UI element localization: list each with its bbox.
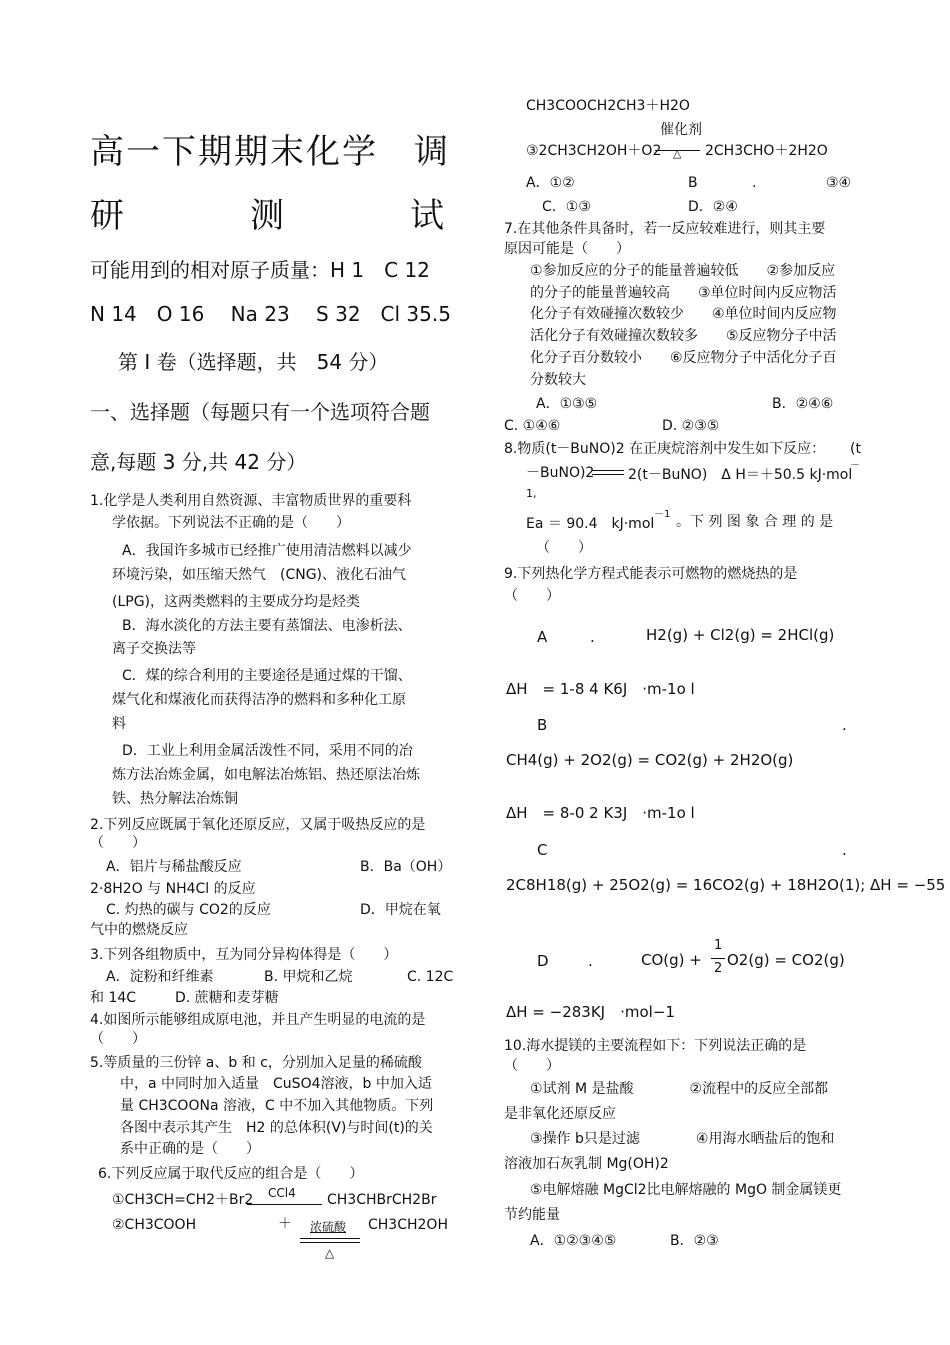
q6-option-b-value: ③④ bbox=[826, 175, 852, 191]
q10-item-line3: ③操作 b只是过滤 ④用海水晒盐后的饱和 bbox=[530, 1131, 835, 1147]
title-char-yan: 研 bbox=[90, 196, 126, 236]
q3-option-d: D. 蔗糖和麦芽糖 bbox=[175, 990, 279, 1006]
q6-reaction2-product: CH3COOCH2CH3＋H2O bbox=[526, 98, 690, 114]
atomic-masses-line1: 可能用到的相对原子质量：H 1 C 12 bbox=[90, 258, 430, 282]
q9-option-a: A bbox=[537, 628, 548, 646]
q5-stem-cont3: 各图中表示其产生 H2 的总体积(V)与时间(t)的关 bbox=[120, 1120, 433, 1136]
q5-stem: 5.等质量的三份锌 a、b 和 c，分别加入足量的稀硫酸 bbox=[90, 1055, 422, 1071]
fraction-bar bbox=[711, 958, 725, 959]
q1-option-c-cont: 煤气化和煤液化而获得洁净的燃料和多种化工原 bbox=[112, 692, 406, 708]
q3-option-b: B. 甲烷和乙烷 bbox=[264, 969, 353, 985]
q6-reaction3-catalyst: 催化剂 bbox=[660, 122, 702, 138]
q8-ea: Ea ＝ 90.4 kJ·mol bbox=[526, 516, 655, 532]
q8-stem-end: (t bbox=[850, 441, 861, 457]
q1-option-b: B．海水淡化的方法主要有蒸馏法、电渗析法、 bbox=[122, 618, 412, 634]
q10-item-line6: 节约能量 bbox=[504, 1207, 560, 1223]
q1-option-c: C．煤的综合利用的主要途径是通过煤的干馏、 bbox=[122, 668, 412, 684]
q2-option-a: A．铝片与稀盐酸反应 bbox=[106, 859, 242, 875]
q9-option-d-equation-right: O2(g) = CO2(g) bbox=[727, 951, 845, 969]
equilibrium-arrow-top bbox=[300, 1238, 360, 1239]
q6-reaction2-catalyst: 浓硫酸 bbox=[310, 1220, 347, 1234]
q10-paren: （ ） bbox=[504, 1058, 560, 1074]
q10-item-line5: ⑤电解熔融 MgCl2比电解熔融的 MgO 制金属镁更 bbox=[530, 1182, 842, 1198]
q6-reaction2-plus: ＋ bbox=[278, 1216, 292, 1232]
q2-option-c: C. 灼热的碳与 CO2的反应 bbox=[106, 902, 271, 918]
q3-option-c-cont: 和 14C bbox=[90, 990, 137, 1006]
q1-option-b-cont: 离子交换法等 bbox=[112, 641, 196, 657]
q2-stem: 2.下列反应既属于氧化还原反应，又属于吸热反应的是 bbox=[90, 817, 426, 833]
heat-triangle-icon: △ bbox=[673, 147, 682, 160]
q6-reaction2-left: ②CH3COOH bbox=[112, 1217, 197, 1233]
q2-option-b-cont: 2·8H2O 与 NH4Cl 的反应 bbox=[90, 881, 256, 897]
volume-heading: 第 I 卷（选择题，共 54 分） bbox=[118, 350, 389, 374]
q8-exponent: 1, bbox=[526, 487, 537, 500]
q6-reaction3-left: ③2CH3CH2OH＋O2 bbox=[526, 143, 662, 159]
q4-paren: （ ） bbox=[90, 1031, 146, 1047]
section-heading-cont: 意,每题 3 分,共 42 分） bbox=[90, 450, 307, 474]
fraction-numerator: 1 bbox=[714, 938, 723, 953]
q1-stem-cont: 学依据。下列说法不正确的是（ ） bbox=[112, 515, 350, 531]
q2-option-b: B．Ba（OH） bbox=[360, 859, 452, 875]
q6-option-c: C．①③ bbox=[542, 199, 591, 215]
q9-option-d: D bbox=[537, 952, 549, 970]
q9-option-b-enthalpy: ΔH = 8-0 2 K3J ·m-1o l bbox=[506, 804, 695, 822]
q7-option-d: D. ②③⑤ bbox=[662, 418, 720, 434]
q5-stem-cont4: 系中正确的是（ ） bbox=[120, 1141, 260, 1157]
q7-item-line6: 分数较大 bbox=[530, 372, 586, 388]
q8-superscript: － bbox=[850, 460, 860, 471]
q7-option-b: B．②④⑥ bbox=[772, 396, 834, 412]
q9-option-d-equation-left: CO(g) + bbox=[641, 951, 702, 969]
q8-ea-exponent: －1 bbox=[654, 509, 671, 520]
q7-item-line4: 活化分子有效碰撞次数较多 ⑤反应物分子中活 bbox=[530, 328, 837, 344]
q9-stem: 9.下列热化学方程式能表示可燃物的燃烧热的是 bbox=[504, 566, 798, 582]
q1-option-a-cont: 环境污染，如压缩天然气 (CNG)、液化石油气 bbox=[112, 567, 407, 583]
q7-item-line5: 化分子百分数较小 ⑥反应物分子中活化分子百 bbox=[530, 350, 837, 366]
title-char-ce: 测 bbox=[250, 196, 286, 236]
q9-paren: （ ） bbox=[504, 588, 560, 604]
q6-option-a: A．①② bbox=[526, 175, 575, 191]
q5-stem-cont2: 量 CH3COONa 溶液，C 中不加入其他物质。下列 bbox=[120, 1098, 434, 1114]
q1-option-d-cont2: 铁、热分解法冶炼铜 bbox=[112, 791, 238, 807]
q10-option-b: B．②③ bbox=[670, 1233, 719, 1249]
q9-option-a-dot: . bbox=[590, 628, 595, 646]
q7-stem: 7.在其他条件具备时，若一反应较难进行，则其主要 bbox=[504, 221, 826, 237]
reaction-arrow bbox=[247, 1204, 322, 1205]
q9-option-a-enthalpy: ΔH = 1-8 4 K6J ·m-1o l bbox=[506, 680, 695, 698]
q10-option-a: A．①②③④⑤ bbox=[530, 1233, 617, 1249]
q6-option-b: B bbox=[688, 175, 698, 191]
page-title: 高一下期期末化学 调 bbox=[90, 132, 450, 172]
q6-option-d: D．②④ bbox=[688, 199, 738, 215]
q7-option-a: A．①③⑤ bbox=[536, 396, 598, 412]
title-char-shi: 试 bbox=[410, 196, 446, 236]
q5-stem-cont1: 中，a 中同时加入适量 CuSO4溶液，b 中加入适 bbox=[120, 1076, 432, 1092]
q7-item-line3: 化分子有效碰撞次数较少 ④单位时间内反应物 bbox=[530, 306, 837, 322]
q7-option-c: C. ①④⑥ bbox=[504, 418, 561, 434]
equilibrium-arrow-top bbox=[592, 470, 624, 471]
q2-option-d-cont: 气中的燃烧反应 bbox=[90, 922, 188, 938]
q6-reaction1-left: ①CH3CH=CH2＋Br2 bbox=[112, 1192, 254, 1208]
q7-item-line2: 的分子的能量普遍较高 ③单位时间内反应物活 bbox=[530, 285, 837, 301]
q7-stem-cont: 原因可能是（ ） bbox=[504, 241, 630, 257]
q2-paren: （ ） bbox=[90, 835, 146, 851]
q9-option-a-equation: H2(g) + Cl2(g) = 2HCl(g) bbox=[646, 626, 835, 644]
q9-option-c-dot: . bbox=[842, 841, 847, 859]
q8-paren: （ ） bbox=[536, 540, 592, 556]
q9-option-b-dot: . bbox=[842, 716, 847, 734]
equilibrium-arrow-bottom bbox=[592, 474, 624, 475]
q9-option-d-enthalpy: ΔH = −283KJ ·mol−1 bbox=[506, 1003, 675, 1021]
q3-option-a: A．淀粉和纤维素 bbox=[106, 969, 214, 985]
q7-item-line1: ①参加反应的分子的能量普遍较低 ②参加反应 bbox=[530, 263, 836, 279]
q3-stem: 3.下列各组物质中，互为同分异构体得是（ ） bbox=[90, 947, 398, 963]
q1-option-c-cont2: 料 bbox=[112, 716, 126, 732]
atomic-masses-line2: N 14 O 16 Na 23 S 32 Cl 35.5 bbox=[90, 302, 451, 326]
q6-option-b-dot: . bbox=[752, 175, 757, 191]
q10-item-line4: 溶液加石灰乳制 Mg(OH)2 bbox=[504, 1156, 669, 1172]
q9-option-b: B bbox=[537, 716, 548, 734]
q10-item-line2: 是非氧化还原反应 bbox=[504, 1106, 616, 1122]
q6-reaction2-right: CH3CH2OH bbox=[368, 1217, 448, 1233]
q8-stem: 8.物质(t－BuNO)2 在正庚烷溶剂中发生如下反应： bbox=[504, 441, 826, 457]
q6-reaction3-right: 2CH3CHO＋2H2O bbox=[705, 143, 828, 159]
q9-option-c-equation: 2C8H18(g) + 25O2(g) = 16CO2(g) + 18H2O(1); ΔH = −55 bbox=[506, 876, 946, 894]
q1-option-a: A．我国许多城市已经推广使用清洁燃料以减少 bbox=[122, 543, 412, 559]
q10-item-line1: ①试剂 M 是盐酸 ②流程中的反应全部都 bbox=[530, 1081, 829, 1097]
q1-stem: 1.化学是人类利用自然资源、丰富物质世界的重要科 bbox=[90, 493, 412, 509]
q3-option-c: C. 12C bbox=[407, 969, 454, 985]
q1-option-d: D．工业上利用金属活泼性不同，采用不同的冶 bbox=[122, 743, 413, 759]
q8-reactant: －BuNO)2 bbox=[526, 465, 595, 481]
section-heading: 一、选择题（每题只有一个选项符合题 bbox=[90, 400, 430, 424]
q8-question: 。下 列 图 象 合 理 的 是 bbox=[676, 514, 834, 530]
q2-option-d: D．甲烷在氧 bbox=[360, 902, 441, 918]
equilibrium-arrow-bottom bbox=[300, 1242, 360, 1243]
q10-stem: 10.海水提镁的主要流程如下：下列说法正确的是 bbox=[504, 1038, 807, 1054]
q9-option-d-dot: . bbox=[588, 952, 593, 970]
fraction-denominator: 2 bbox=[714, 961, 723, 976]
q6-reaction1-catalyst: CCl4 bbox=[268, 1186, 296, 1200]
q6-reaction1-right: CH3CHBrCH2Br bbox=[327, 1192, 437, 1208]
q1-option-a-cont2: (LPG)，这两类燃料的主要成分均是烃类 bbox=[112, 594, 361, 610]
heat-triangle-icon: △ bbox=[325, 1246, 335, 1260]
q6-stem: 6.下列反应属于取代反应的组合是（ ） bbox=[98, 1166, 364, 1182]
q9-option-b-equation: CH4(g) + 2O2(g) = CO2(g) + 2H2O(g) bbox=[506, 751, 794, 769]
q4-stem: 4.如图所示能够组成原电池，并且产生明显的电流的是 bbox=[90, 1012, 426, 1028]
q1-option-d-cont: 炼方法冶炼金属，如电解法冶炼铝、热还原法冶炼 bbox=[112, 767, 420, 783]
q9-option-c: C bbox=[537, 841, 548, 859]
q8-product: 2(t－BuNO) Δ H＝＋50.5 kJ·mol bbox=[628, 467, 853, 483]
